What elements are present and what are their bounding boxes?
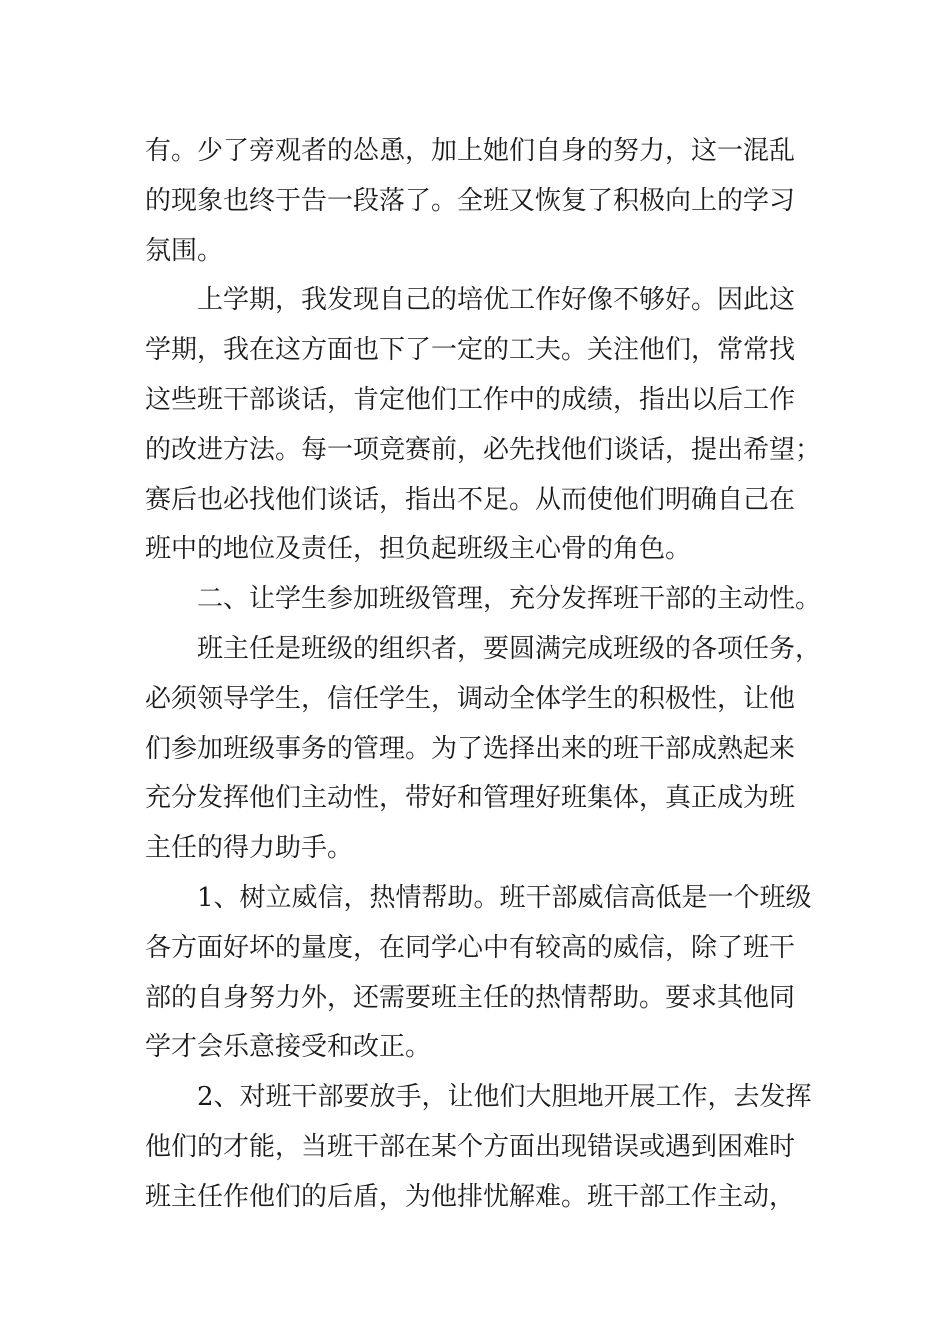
text-line: 有。少了旁观者的怂恿，加上她们自身的努力，这一混乱 [145, 136, 796, 166]
text-line: 学才会乐意接受和改正。 [145, 1032, 432, 1063]
document-body [145, 127, 820, 1223]
text-line: 各方面好坏的量度，在同学心中有较高的威信，除了班干 [145, 932, 796, 963]
text-line: 他们的才能，当班干部在某个方面出现错误或遇到困难时 [145, 1131, 796, 1162]
text-line: 氛围。 [145, 235, 224, 266]
text-line: 的改进方法。每一项竞赛前，必先找他们谈话，提出希望； [145, 434, 822, 465]
text-line: 上学期，我发现自己的培优工作好像不够好。因此这 [197, 285, 796, 316]
text-line: 的现象也终于告一段落了。全班又恢复了积极向上的学习 [145, 185, 796, 216]
paragraph [145, 276, 820, 575]
text-line: 二、让学生参加班级管理，充分发挥班干部的主动性。 [197, 584, 822, 615]
text-line: 主任的得力助手。 [145, 833, 354, 864]
text-line: 这些班干部谈话，肯定他们工作中的成绩，指出以后工作 [145, 384, 796, 415]
text-line: 们参加班级事务的管理。为了选择出来的班干部成熟起来 [145, 733, 796, 764]
text-line: 学期，我在这方面也下了一定的工夫。关注他们，常常找 [145, 335, 796, 366]
paragraph [145, 575, 820, 625]
paragraph [145, 1073, 820, 1222]
text-line: 部的自身努力外，还需要班主任的热情帮助。要求其他同 [145, 982, 796, 1013]
paragraph [145, 625, 820, 874]
paragraph [145, 127, 820, 276]
text-line: 班主任是班级的组织者，要圆满完成班级的各项任务， [197, 633, 822, 664]
text-line: 1、树立威信，热情帮助。班干部威信高低是一个班级 [197, 882, 812, 913]
text-line: 充分发挥他们主动性，带好和管理好班集体，真正成为班 [145, 783, 796, 814]
text-line: 赛后也必找他们谈话，指出不足。从而使他们明确自己在 [145, 484, 796, 515]
text-line: 必须领导学生，信任学生，调动全体学生的积极性，让他 [145, 683, 796, 714]
text-line: 2、对班干部要放手，让他们大胆地开展工作，去发挥 [197, 1082, 812, 1113]
text-line: 班中的地位及责任，担负起班级主心骨的角色。 [145, 534, 692, 565]
text-line: 班主任作他们的后盾，为他排忧解难。班干部工作主动， [145, 1181, 796, 1212]
paragraph [145, 874, 820, 1073]
